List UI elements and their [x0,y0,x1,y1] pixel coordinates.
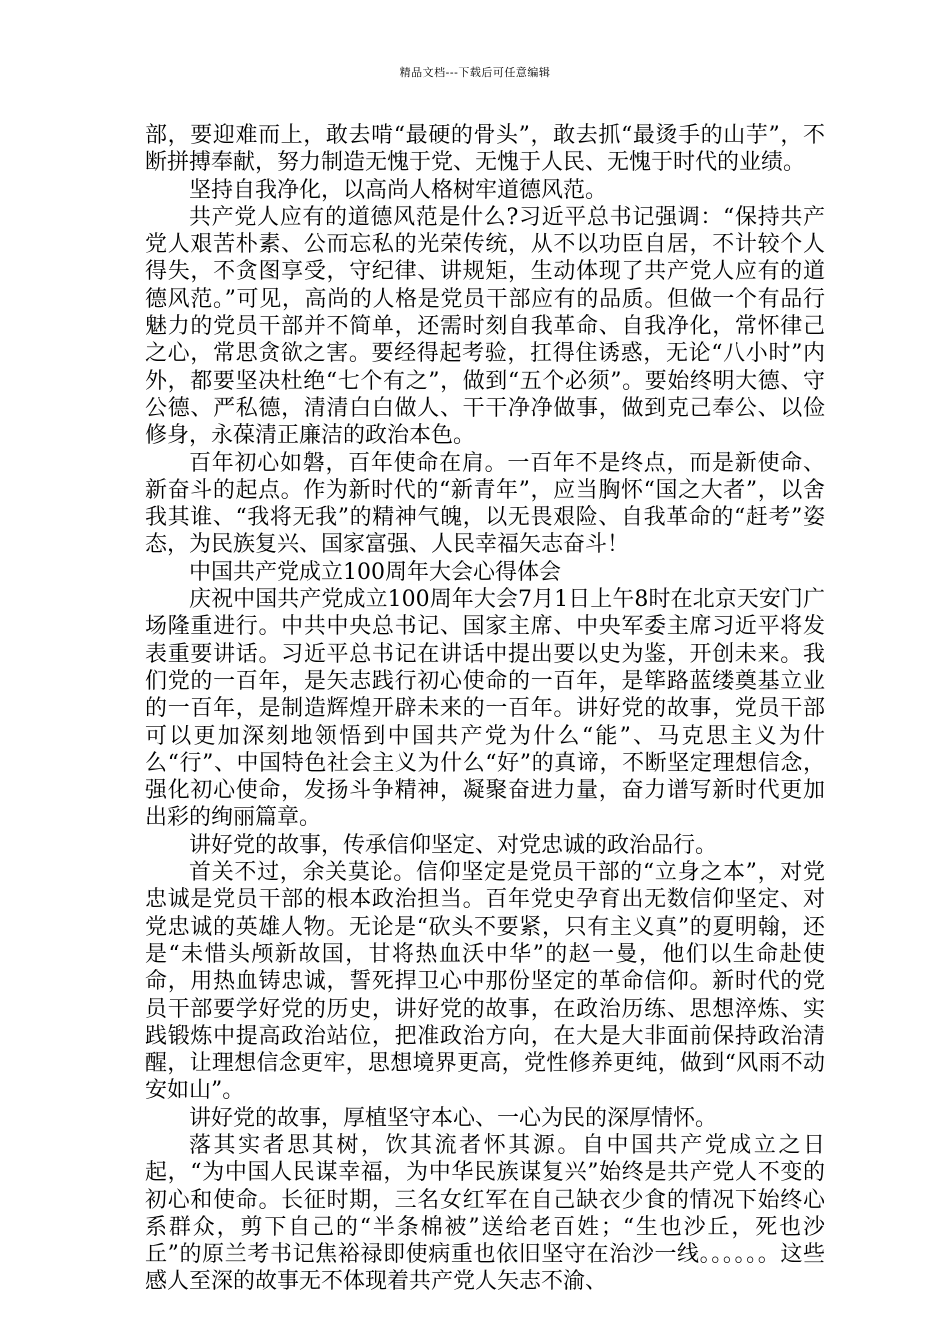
paragraph: 落其实者思其树，饮其流者怀其源。自中国共产党成立之日起，“为中国人民谋幸福，为中华民族谋复兴”始终是共产党人不变的初心和使命。长征时期，三名女红军在自己缺衣少食的情况下始终心系群众，剪下自己的“半条棉被”送给老百姓；“生也沙丘，死也沙丘”的原兰考书记焦裕禄即使病重也依旧坚守在治沙一线。。。。。。这些感人至深的故事无不体现着共产党人矢志不渝、 [145,1132,825,1295]
section-heading: 坚持自我净化，以高尚人格树牢道德风范。 [189,177,608,203]
paragraph: 百年初心如磐，百年使命在肩。一百年不是终点，而是新使命、新奋斗的起点。作为新时代的“新青年”，应当胸怀“国之大者”，以舍我其谁、“我将无我”的精神气魄，以无畏艰险、自我革命的“赶考”姿态，为民族复兴、国家富强、人民幸福矢志奋斗！ [145,450,825,558]
document-body [145,122,825,1296]
paragraph: 首关不过，余关莫论。信仰坚定是党员干部的“立身之本”，对党忠诚是党员干部的根本政治担当。百年党史孕育出无数信仰坚定、对党忠诚的英雄人物。无论是“砍头不要紧，只有主义真”的夏明翰，还是“未惜头颅新故国，甘将热血沃中华”的赵一曼，他们以生命赴使命，用热血铸忠诚，誓死捍卫心中那份坚定的革命信仰。新时代的党员干部要学好党的历史，讲好党的故事，在政治历练、思想淬炼、实践锻炼中提高政治站位，把准政治方向，在大是大非面前保持政治清醒，让理想信念更牢，思想境界更高，党性修养更纯，做到“风雨不动安如山”。 [145,860,825,1104]
paragraph: 庆祝中国共产党成立100周年大会7月1日上午8时在北京天安门广场隆重进行。中共中央总书记、国家主席、中央军委主席习近平将发表重要讲话。习近平总书记在讲话中提出要以史为鉴，开创未来。我们党的一百年，是矢志践行初心使命的一百年，是筚路蓝缕奠基立业的一百年，是制造辉煌开辟未来的一百年。讲好党的故事，党员干部可以更加深刻地领悟到中国共产党为什么“能”、马克思主义为什么“行”、中国特色社会主义为什么“好”的真谛，不断坚定理想信念，强化初心使命，发扬斗争精神，凝聚奋进力量，奋力谱写新时代更加出彩的绚丽篇章。 [145,587,825,831]
article-title: 中国共产党成立100周年大会心得体会 [189,559,561,585]
paragraph: 共产党人应有的道德风范是什么?习近平总书记强调：“保持共产党人艰苦朴素、公而忘私的光荣传统，从不以功臣自居，不计较个人得失，不贪图享受，守纪律、讲规矩，生动体现了共产党人应有的道德风范。”可见，高尚的人格是党员干部应有的品质。但做一个有品行魅力的党员干部并不简单，还需时刻自我革命、自我净化，常怀律己之心，常思贪欲之害。要经得起考验，扛得住诱惑，无论“八小时”内外，都要坚决杜绝“七个有之”，做到“五个必须”。要始终明大德、守公德、严私德，清清白白做人、干干净净做事，做到克己奉公、以俭修身，永葆清正廉洁的政治本色。 [145,204,825,449]
paragraph: 部，要迎难而上，敢去啃“最硬的骨头”，敢去抓“最烫手的山芋”，不断拼搏奉献，努力制造无愧于党、无愧于人民、无愧于时代的业绩。 [145,123,825,176]
section-heading: 讲好党的故事，厚植坚守本心、一心为民的深厚情怀。 [189,1105,718,1131]
section-heading: 讲好党的故事，传承信仰坚定、对党忠诚的政治品行。 [189,832,718,858]
page-header: 精品文档---下载后可任意编辑 [399,66,551,79]
